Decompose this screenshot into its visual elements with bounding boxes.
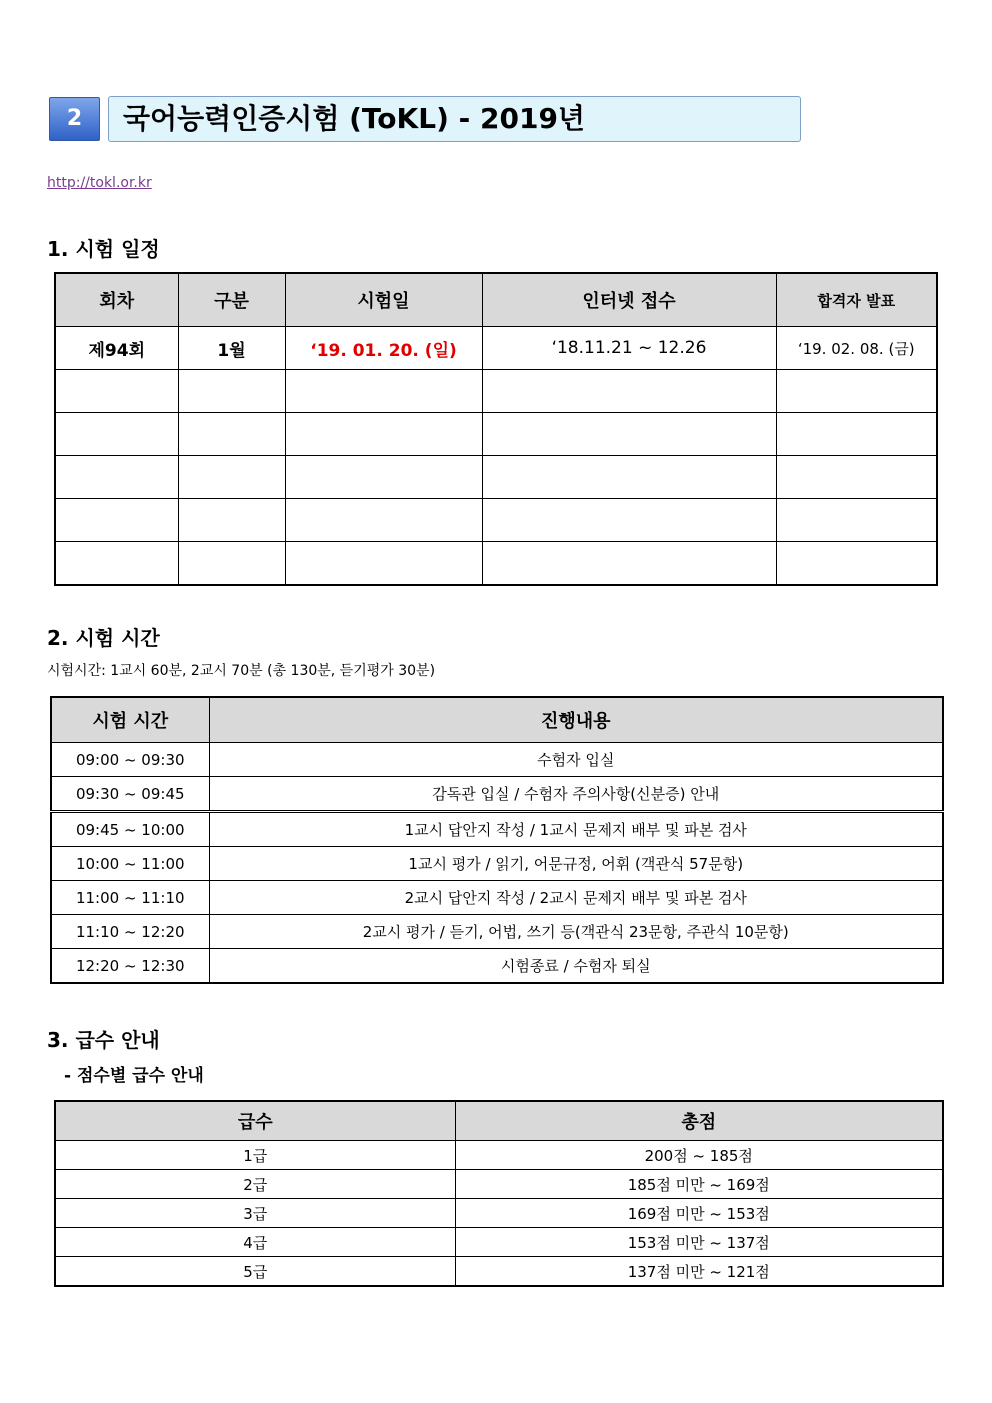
table-row: [55, 1170, 943, 1199]
empty-row: [55, 456, 937, 499]
content-cell: 1교시 답안지 작성 / 1교시 문제지 배부 및 파본 검사: [209, 812, 943, 847]
column-header: 합격자 발표: [776, 273, 937, 327]
content-cell: 수험자 입실: [209, 743, 943, 777]
grade-cell: 3급: [55, 1199, 455, 1228]
table-row: [51, 743, 943, 777]
grade-table: [54, 1100, 944, 1287]
table-row: [51, 915, 943, 949]
announcement-cell: ‘19. 02. 08. (금): [776, 327, 937, 370]
column-header: 진행내용: [209, 697, 943, 743]
exam-date-cell: ‘19. 01. 20. (일): [285, 327, 482, 370]
column-header: 급수: [55, 1101, 455, 1141]
grade-subheading: - 점수별 급수 안내: [64, 1066, 204, 1086]
exam-time-table: [50, 696, 944, 984]
column-header: 시험일: [285, 273, 482, 327]
section-number-badge: 2: [49, 97, 100, 141]
score-cell: 185점 미만 ~ 169점: [455, 1170, 943, 1199]
empty-row: [55, 413, 937, 456]
table-row: [51, 847, 943, 881]
column-header: 인터넷 접수: [482, 273, 776, 327]
score-cell: 153점 미만 ~ 137점: [455, 1228, 943, 1257]
table-row: [55, 1141, 943, 1170]
table-row: [55, 327, 937, 370]
content-cell: 2교시 답안지 작성 / 2교시 문제지 배부 및 파본 검사: [209, 881, 943, 915]
section-heading-schedule: 1. 시험 일정: [47, 237, 160, 261]
grade-cell: 4급: [55, 1228, 455, 1257]
table-row: [51, 812, 943, 847]
table-header-row: [55, 1101, 943, 1141]
content-cell: 감독관 입실 / 수험자 주의사항(신분증) 안내: [209, 777, 943, 812]
section-heading-grade: 3. 급수 안내: [47, 1028, 160, 1052]
table-row: [51, 777, 943, 812]
round-cell: 제94회: [55, 327, 178, 370]
registration-cell: ‘18.11.21 ~ 12.26: [482, 327, 776, 370]
grade-cell: 1급: [55, 1141, 455, 1170]
exam-time-note: 시험시간: 1교시 60분, 2교시 70분 (총 130분, 듣기평가 30분): [47, 663, 436, 679]
time-cell: 12:20 ~ 12:30: [51, 949, 209, 984]
content-cell: 2교시 평가 / 듣기, 어법, 쓰기 등(객관식 23문항, 주관식 10문항): [209, 915, 943, 949]
exam-schedule-table: [54, 272, 938, 586]
score-cell: 200점 ~ 185점: [455, 1141, 943, 1170]
section-heading-time: 2. 시험 시간: [47, 626, 160, 650]
time-cell: 11:00 ~ 11:10: [51, 881, 209, 915]
time-cell: 09:00 ~ 09:30: [51, 743, 209, 777]
table-header-row: [51, 697, 943, 743]
table-row: [55, 1228, 943, 1257]
empty-row: [55, 542, 937, 586]
page-title: 국어능력인증시험 (ToKL) - 2019년: [108, 96, 801, 142]
time-cell: 11:10 ~ 12:20: [51, 915, 209, 949]
table-header-row: [55, 273, 937, 327]
time-cell: 09:45 ~ 10:00: [51, 812, 209, 847]
table-row: [55, 1199, 943, 1228]
website-link[interactable]: http://tokl.or.kr: [47, 175, 152, 191]
content-cell: 1교시 평가 / 읽기, 어문규정, 어휘 (객관식 57문항): [209, 847, 943, 881]
column-header: 시험 시간: [51, 697, 209, 743]
grade-cell: 2급: [55, 1170, 455, 1199]
column-header: 총점: [455, 1101, 943, 1141]
time-cell: 09:30 ~ 09:45: [51, 777, 209, 812]
time-cell: 10:00 ~ 11:00: [51, 847, 209, 881]
grade-cell: 5급: [55, 1257, 455, 1287]
content-cell: 시험종료 / 수험자 퇴실: [209, 949, 943, 984]
score-cell: 137점 미만 ~ 121점: [455, 1257, 943, 1287]
empty-row: [55, 499, 937, 542]
score-cell: 169점 미만 ~ 153점: [455, 1199, 943, 1228]
table-row: [51, 881, 943, 915]
empty-row: [55, 370, 937, 413]
month-cell: 1월: [178, 327, 285, 370]
column-header: 구분: [178, 273, 285, 327]
table-row: [55, 1257, 943, 1287]
table-row: [51, 949, 943, 984]
column-header: 회차: [55, 273, 178, 327]
